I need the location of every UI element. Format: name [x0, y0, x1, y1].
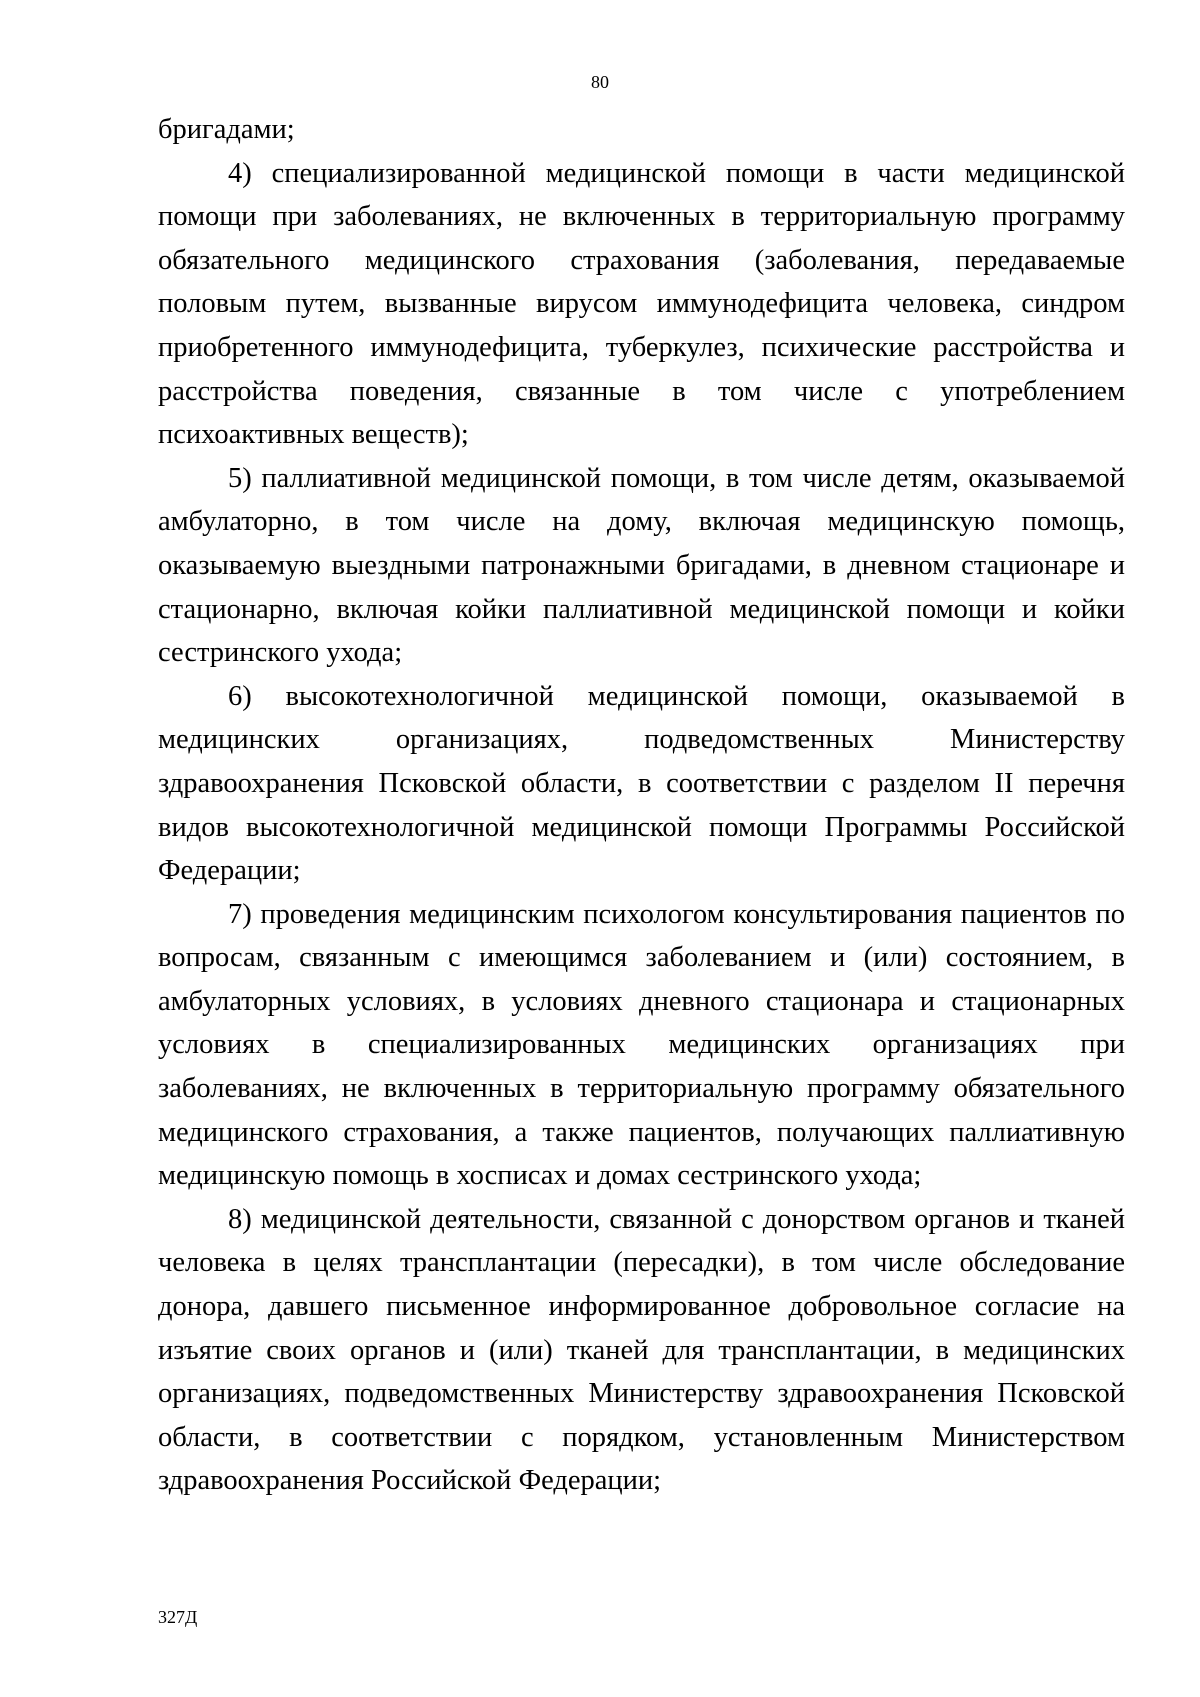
paragraph-item-7: 7) проведения медицинским психологом консультирования пациентов по вопросам, связанным с имеющимся заболеванием и (или) состоянием, в амбулаторных условиях, в условиях дневного стационара и стационарных условиях в специализированных медицинских организациях при заболеваниях, не включенных в территориальную программу обязательного медицинского страхования, а также пациентов, получающих паллиативную медицинскую помощь в хосписах и домах сестринского ухода; [158, 898, 1125, 1192]
paragraph-item-4: 4) специализированной медицинской помощи в части медицинской помощи при заболеваниях, не включенных в территориальную программу обязательного медицинского страхования (заболевания, передаваемые половым путем, вызванные вирусом иммунодефицита человека, синдром приобретенного иммунодефицита, туберкулез, психические расстройства и расстройства поведения, связанные в том числе с употреблением психоактивных веществ); [158, 157, 1125, 451]
paragraph-continuation: бригадами; [158, 114, 295, 145]
document-body [158, 108, 1125, 1503]
paragraph-item-8: 8) медицинской деятельности, связанной с донорством органов и тканей человека в целях трансплантации (пересадки), в том числе обследование донора, давшего письменное информированное добровольное согласие на изъятие своих органов и (или) тканей для трансплантации, в медицинских организациях, подведомственных Министерству здравоохранения Псковской области, в соответствии с порядком, установленным Министерством здравоохранения Российской Федерации; [158, 1203, 1125, 1497]
page-number: 80 [591, 72, 609, 92]
paragraph-item-5: 5) паллиативной медицинской помощи, в том числе детям, оказываемой амбулаторно, в том числе на дому, включая медицинскую помощь, оказываемую выездными патронажными бригадами, в дневном стационаре и стационарно, включая койки паллиативной медицинской помощи и койки сестринского ухода; [158, 462, 1125, 669]
document-code: 327Д [158, 1607, 198, 1627]
paragraph-item-6: 6) высокотехнологичной медицинской помощи, оказываемой в медицинских организациях, подведомственных Министерству здравоохранения Псковской области, в соответствии с разделом II перечня видов высокотехнологичной медицинской помощи Программы Российской Федерации; [158, 680, 1125, 887]
